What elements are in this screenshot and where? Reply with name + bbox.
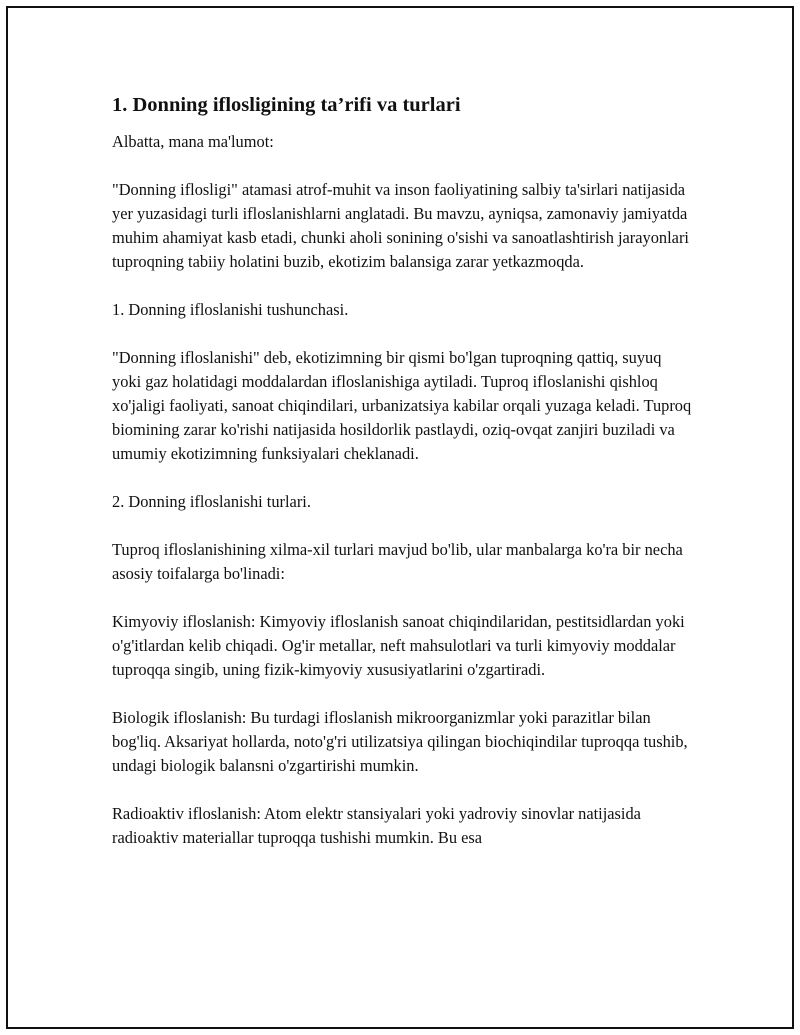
definition-paragraph: "Donning iflosligі" atamasi atrof-muhit va inson faoliyatining salbiy ta'sіrlari natijasida yer yuzasidagi turli ifloslanishlarni anglatadi. Bu mavzu, ayniqsa, zamonaviy jamiyatda muhim ahamiyat kasb etadi, chunki aholi sonining o'sіshi va sanoatlashtirish jarayonlari tuproqning tabiiy holatini buzib, ekotizim balansiga zarar yetkazmoqda. (112, 180, 689, 271)
document-body (112, 92, 692, 874)
biological-pollution-paragraph: Biologik ifloslanish: Bu turdagi ifloslanish mikroorganizmlar yoki parazitlar bilan bog'liq. Aksariyat hollarda, noto'g'ri utilizatsiya qilingan biochiqindilar tuproqqa tushib, undagi biologik balansni o'zgartirishi mumkin. (112, 708, 688, 775)
subheading-types: 2. Donning ifloslanishi turlari. (112, 492, 311, 511)
subheading-concept: 1. Donning ifloslanishi tushunchasi. (112, 300, 349, 319)
section-heading: 1. Donning iflosligining ta’rifi va turlari (112, 94, 461, 116)
chemical-pollution-paragraph: Kimyoviy ifloslanish: Kimyoviy ifloslanish sanoat chiqindilaridan, pestitsidlardan yoki o'g'itlardan kelib chiqadi. Og'ir metallar, neft mahsulotlari va turli kimyoviy moddalar tuproqqa singib, uning fizik-kimyoviy xususiyatlarini o'zgartiradi. (112, 612, 685, 679)
radioactive-pollution-paragraph: Radioaktiv ifloslanish: Atom elektr stansiyalari yoki yadroviy sinovlar natijasida radioaktiv materiallar tuproqqa tushishi mumkin. Bu esa (112, 804, 641, 847)
types-intro-paragraph: Tuproq ifloslanishining xilma-xil turlari mavjud bo'lib, ular manbalarga ko'ra bir necha asosiy toifalarga bo'linadi: (112, 540, 683, 583)
intro-line: Albatta, mana ma'lumot: (112, 132, 274, 151)
concept-paragraph: "Donning ifloslanishi" deb, ekotizimning bir qismi bo'lgan tuproqning qattiq, suyuq yoki gaz holatidagi moddalardan ifloslanishiga aytiladi. Tuproq ifloslanishi qishloq xo'jaligi faoliyati, sanoat chiqindilari, urbanizatsiya kabilar orqali yuzaga keladi. Tuproq biomining zarar ko'rishi natijasida hosildorlik pastlaydi, oziq-ovqat zanjiri buziladi va umumiy ekotizimning funksiyalari cheklanadi. (112, 348, 692, 463)
